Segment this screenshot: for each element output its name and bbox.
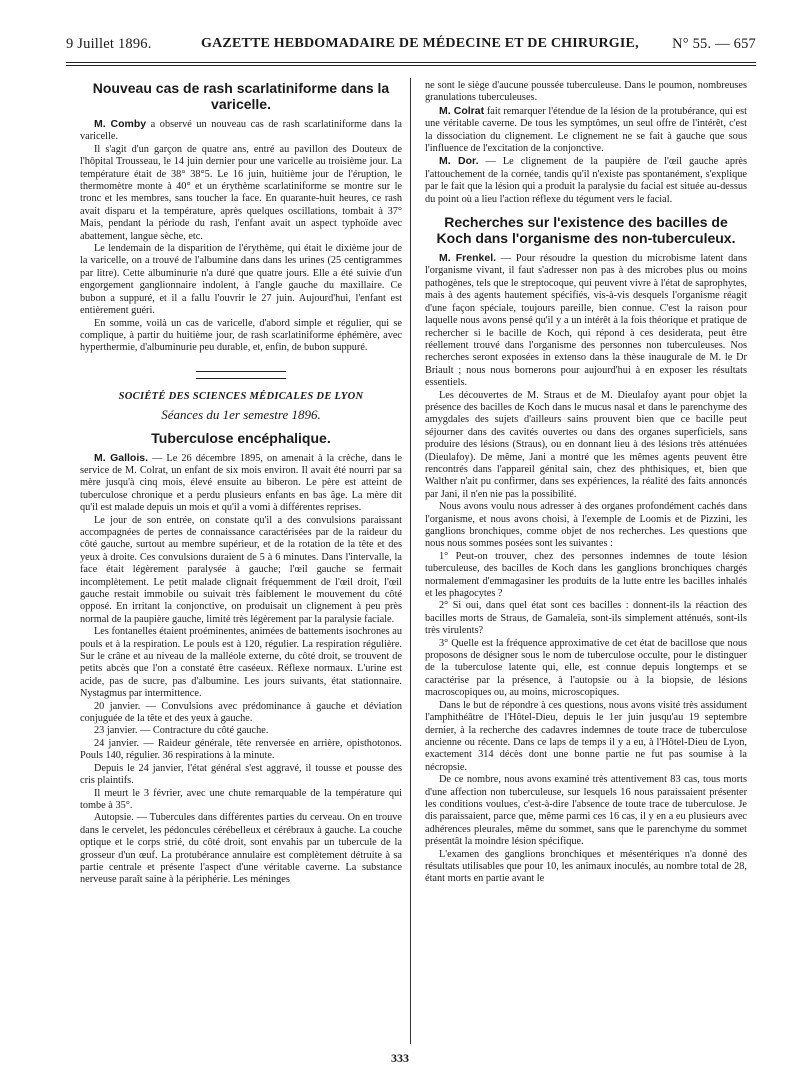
paragraph: Il s'agit d'un garçon de quatre ans, entré au pavillon des Douteux de l'hôpital Trousseau, le 14 juin dernier pour une varicelle au troisième jour. La température était de 38° 38°5. Le 16 juin, huitième jour de l'éruption, le thermomètre monte à 40° et un érythème scarlatiniforme se montre sur le tronc et les membres, sans toucher la face. En quarante-huit heures, ce rash avait disparu et la température, après quelques oscillations, tombait à 37° Mais, pendant la période du rash, l'enfant avait un aspect typhoïde avec abattement, langue sèche, etc.	[80, 143, 402, 242]
left-column	[80, 80, 402, 887]
header-journal-title: GAZETTE HEBDOMADAIRE DE MÉDECINE ET DE CHIRURGIE,	[201, 36, 639, 51]
paragraph: 24 janvier. — Raideur générale, tête renversée en arrière, opisthotonos. Pouls 140, régulier. 36 respirations à la minute.	[80, 737, 402, 762]
question-item: 1° Peut-on trouver, chez des personnes indemnes de toute lésion tuberculeuse, des bacilles de Koch dans les ganglions bronchiques chargés normalement d'emmagasiner les produits de la lutte entre les bacilles inhalés et les phagocytes ?	[425, 550, 747, 600]
speaker-name: M. Frenkel.	[439, 252, 497, 265]
page-folio: 333	[391, 1051, 409, 1065]
paragraph: De ce nombre, nous avons examiné très attentivement 83 cas, tous morts d'une affection non tuberculeuse, sur lesquels 16 nous paraissaient présenter les conditions voulues, c'est-à-dire l'absence de toute trace de tuberculose. Je dis paraissaient, parce que, même parmi ces 16 cas, il y en a eu plusieurs avec adhérences pleurales, même du sommet, sans que le parenchyme du sommet présentât la moindre lésion spécifique.	[425, 774, 747, 848]
paragraph: Dans le but de répondre à ces questions, nous avons visité très assidument l'amphithéâtre de l'Hôtel-Dieu, depuis le 1er juin jusqu'au 19 septembre dernier, à la recherche des cadavres indemnes de toute trace de tuberculose ancienne ou récente. Dans ce laps de temps il y a eu, à l'Hôtel-Dieu de Lyon, exactement 314 décès dont une bonne partie ne fut pas soumise à la nécropsie.	[425, 699, 747, 773]
paragraph: 20 janvier. — Convulsions avec prédominance à gauche et déviation conjuguée de la tête et des yeux à gauche.	[80, 700, 402, 725]
paragraph: Le jour de son entrée, on constate qu'il a des convulsions paraissant accompagnées de pertes de connaissance caractérisées par de la raideur du côté gauche, surtout au membre supérieur, et de la rotation de la tête et des yeux à droite. Ces convulsions duraient de 5 à 6 minutes. Dans l'intervalle, la face était légèrement paralysée à gauche; l'œil gauche se fermait incomplètement. Le petit malade clignait fréquemment de l'œil droit, l'œil gauche restait immobile ou suivait très faiblement le mouvement du côté opposé. En irritant la conjonctive, on produisait un clignement à peu près normal de la paupière gauche, limité très légèrement par la paralysie faciale.	[80, 514, 402, 625]
paragraph: ne sont le siège d'aucune poussée tuberculeuse. Dans le poumon, nombreuses granulations tuberculeuses.	[425, 80, 747, 104]
article-title-rash: Nouveau cas de rash scarlatiniforme dans la varicelle.	[92, 80, 390, 112]
section-separator	[196, 371, 286, 372]
paragraph: L'examen des ganglions bronchiques et mésentériques n'a donné des résultats utilisables que pour 10, les animaux inoculés, au nombre total de 28, étant morts en partie avant le	[425, 848, 747, 885]
question-item: 3° Quelle est la fréquence approximative de cet état de bacillose que nous proposons de désigner sous le nom de tuberculose occulte, pour le distinguer de la tuberculose latente qui, elle, est connue depuis longtemps et se caractérise par la présence, à l'autopsie ou à la biopsie, de lésions macroscopiques ou, au moins, microscopiques.	[425, 637, 747, 699]
society-heading: SOCIÉTÉ DES SCIENCES MÉDICALES DE LYON	[118, 390, 364, 402]
paragraph: Depuis le 24 janvier, l'état général s'est aggravé, il tousse et pousse des cris plaintifs.	[80, 762, 402, 787]
page-header	[66, 36, 756, 58]
speaker-name: M. Gallois.	[94, 451, 148, 464]
paragraph: M. Colrat fait remarquer l'étendue de la lésion de la protubérance, qui est une véritable caverne. De tous les symptômes, un seul offre de l'intérêt, c'est la dissociation du clignement. Le clignement ne se fait à gauche que sous l'influence de l'excitation de la conjonctive.	[425, 104, 747, 155]
right-column	[425, 80, 747, 886]
header-date: 9 Juillet 1896.	[66, 36, 152, 52]
paragraph: M. Frenkel. — Pour résoudre la question du microbisme latent dans l'organisme vivant, il faut s'adresser non pas à des microbes plus ou moins pathogènes, tels que le streptocoque, qui peuvent vivre à l'état de saprophytes, mais à des agents hautement spécifiés, vis-à-vis desquels l'organisme réagit d'une façon spéciale, toujours pareille, bien connue. C'est la raison pour laquelle nous avons pensé qu'il y a un intérêt à la fois théorique et pratique de rechercher si le bacille de Koch, qui répond à ces desiderata, peut être réellement trouvé dans l'organisme des personnes non tuberculeuses. Nos recherches seront exposées in extenso dans la thèse inaugurale de M. le Dr Briault ; nous nous bornerons pour aujourd'hui à en exposer les résultats essentiels.	[425, 252, 747, 389]
column-divider	[410, 78, 411, 1044]
paragraph: M. Comby a observé un nouveau cas de rash scarlatiniforme dans la varicelle.	[80, 118, 402, 143]
paragraph: 23 janvier. — Contracture du côté gauche.	[94, 725, 269, 737]
header-rule-top	[66, 62, 756, 63]
paragraph: M. Dor. — Le clignement de la paupière de l'œil gauche après l'attouchement de la cornée, tandis qu'il n'existe pas spontanément, s'explique par le fait que la lésion qui a produit la paralysie du facial est située au-dessus du point où a lieu l'action réflexe du tégument vers le facial.	[425, 155, 747, 205]
speaker-name: M. Comby	[94, 118, 147, 130]
header-issue-number: N° 55. — 657	[672, 36, 756, 52]
question-item: 2° Si oui, dans quel état sont ces bacilles : donnent-ils la réaction des bacilles morts de Straus, de Gamaleïa, sont-ils simplement atténués, sont-ils très virulents?	[425, 600, 747, 637]
paragraph: Les fontanelles étaient proéminentes, animées de battements isochrones au pouls et à la respiration. Le pouls est à 120, régulier. La respiration régulière. Sur le crâne et au niveau de la malléole externe, du côté droit, se trouvent de petits abcès que l'on a constaté être caséeux. Réflexe normaux. L'urine est acide, pas de sucre, pas d'albumine. Les jours suivants, état stationnaire. Nystagmus par intermittence.	[80, 626, 402, 700]
paragraph: Autopsie. — Tubercules dans différentes parties du cerveau. On en trouve dans le cervelet, les pédoncules cérébelleux et cérébraux à gauche. La couche optique et le corps strié, du côté droit, sont envahis par un tubercule de la grosseur d'un œuf. La protubérance annulaire est complètement détruite à sa partie centrale et présente l'aspect d'une véritable caverne. La substance nerveuse paraît saine à la périphérie. Les méninges	[80, 812, 402, 886]
article-title-tuberculose: Tuberculose encéphalique.	[151, 429, 331, 446]
section-separator	[196, 378, 286, 379]
header-rule-bottom	[66, 65, 756, 66]
speaker-name: M. Colrat	[439, 104, 485, 117]
paragraph: Nous avons voulu nous adresser à des organes profondément cachés dans l'organisme, et nous avons choisi, à l'exemple de Loomis et de Pizzini, les ganglions bronchiques, comme objet de nos recherches. Les questions que nous nous sommes posées sont les suivantes :	[425, 501, 747, 550]
paragraph: Le lendemain de la disparition de l'érythème, qui était le dixième jour de la varicelle, on a trouvé de l'albumine dans dans les urines (25 centigrammes par litre). Cette albuminurie n'a duré que quatre jours. Elle a été suivie d'un engorgement ganglionnaire indolent, à l'angle gauche du maxillaire. Ce bubon a suppuré, et il a fallu l'ouvrir le 27 juin. Aujourd'hui, l'enfant est entièrement guéri.	[80, 243, 402, 317]
paragraph: Il meurt le 3 février, avec une chute remarquable de la température qui tombe à 35°.	[80, 787, 402, 811]
paragraph: Les découvertes de M. Straus et de M. Dieulafoy ayant pour objet la présence des bacilles de Koch dans le mucus nasal et dans le parenchyme des amygdales des sujets d'ailleurs sains prouvent bien que ce bacille peut séjourner dans des cavités ouvertes ou dans des organes superficiels, sans produire des lésions (Straus), ou en donnant lieu à des lésions très atténuées (Dieulafoy). De même, Jani a montré que les mêmes agents peuvent être rencontrés dans l'appareil génital sain, chez des phthisiques, et, bien que Walther n'ait pu confirmer, dans ses expériences, la réalité des faits annoncés par Jani, il n'en nie pas la possibilité.	[425, 389, 747, 500]
paragraph: En somme, voilà un cas de varicelle, d'abord simple et régulier, qui se complique, à partir du huitième jour, de rash scarlatiniforme éphémère, avec hyperthermie, d'albuminurie peu durable, et, enfin, de bubon suppuré.	[80, 317, 402, 354]
paragraph: M. Gallois. — Le 26 décembre 1895, on amenait à la crèche, dans le service de M. Colrat, un enfant de six mois environ. Il avait été nourri par sa mère jusqu'à cinq mois, élevé ensuite au biberon. Le père est atteint de tuberculose chronique et a perdu plusieurs enfants en bas âge. La mère dit qu'il est malade depuis un mois et qu'il a vomi à différentes reprises.	[80, 451, 402, 514]
session-heading: Séances du 1er semestre 1896.	[161, 407, 321, 423]
speaker-name: M. Dor.	[439, 155, 479, 168]
article-title-bacilles: Recherches sur l'existence des bacilles de Koch dans l'organisme des non-tuberculeux.	[436, 214, 736, 247]
